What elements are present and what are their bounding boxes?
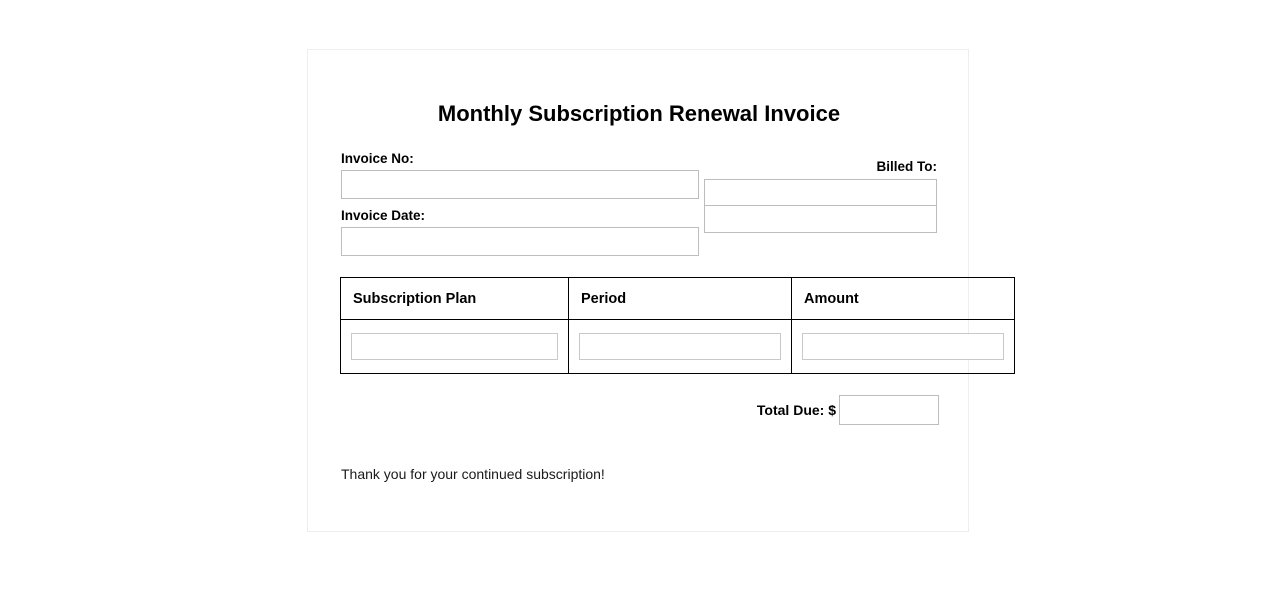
billed-to-line1-input[interactable] [704,179,937,206]
table-row [341,320,1015,374]
page-title: Monthly Subscription Renewal Invoice [437,101,841,126]
invoice-meta-right [704,158,937,233]
items-table-head [341,278,1015,320]
cell-amount [792,320,1015,374]
amount-input[interactable] [802,333,1004,360]
table-header-row [341,278,1015,320]
cell-subscription-plan [341,320,569,374]
billed-to-line2-input[interactable] [704,206,937,233]
items-table-body [341,320,1015,374]
invoice-date-label: Invoice Date: [341,208,426,223]
total-due-input[interactable] [839,395,939,425]
column-header-period: Period [569,278,792,320]
invoice-no-label: Invoice No: [341,151,414,166]
period-input[interactable] [579,333,781,360]
total-due-label: Total Due: $ [756,402,836,418]
invoice-page [307,49,969,532]
subscription-plan-input[interactable] [351,333,558,360]
invoice-items-table [340,277,1015,374]
invoice-date-input[interactable] [341,227,699,256]
total-due-row [638,395,939,425]
cell-period [569,320,792,374]
column-header-subscription-plan: Subscription Plan [341,278,569,320]
invoice-body [308,50,968,531]
invoice-meta-left [341,150,701,256]
meta-spacer [341,199,701,207]
footer-note: Thank you for your continued subscription! [341,466,605,482]
billed-to-label: Billed To: [876,159,937,174]
invoice-no-input[interactable] [341,170,699,199]
column-header-amount: Amount [792,278,1015,320]
